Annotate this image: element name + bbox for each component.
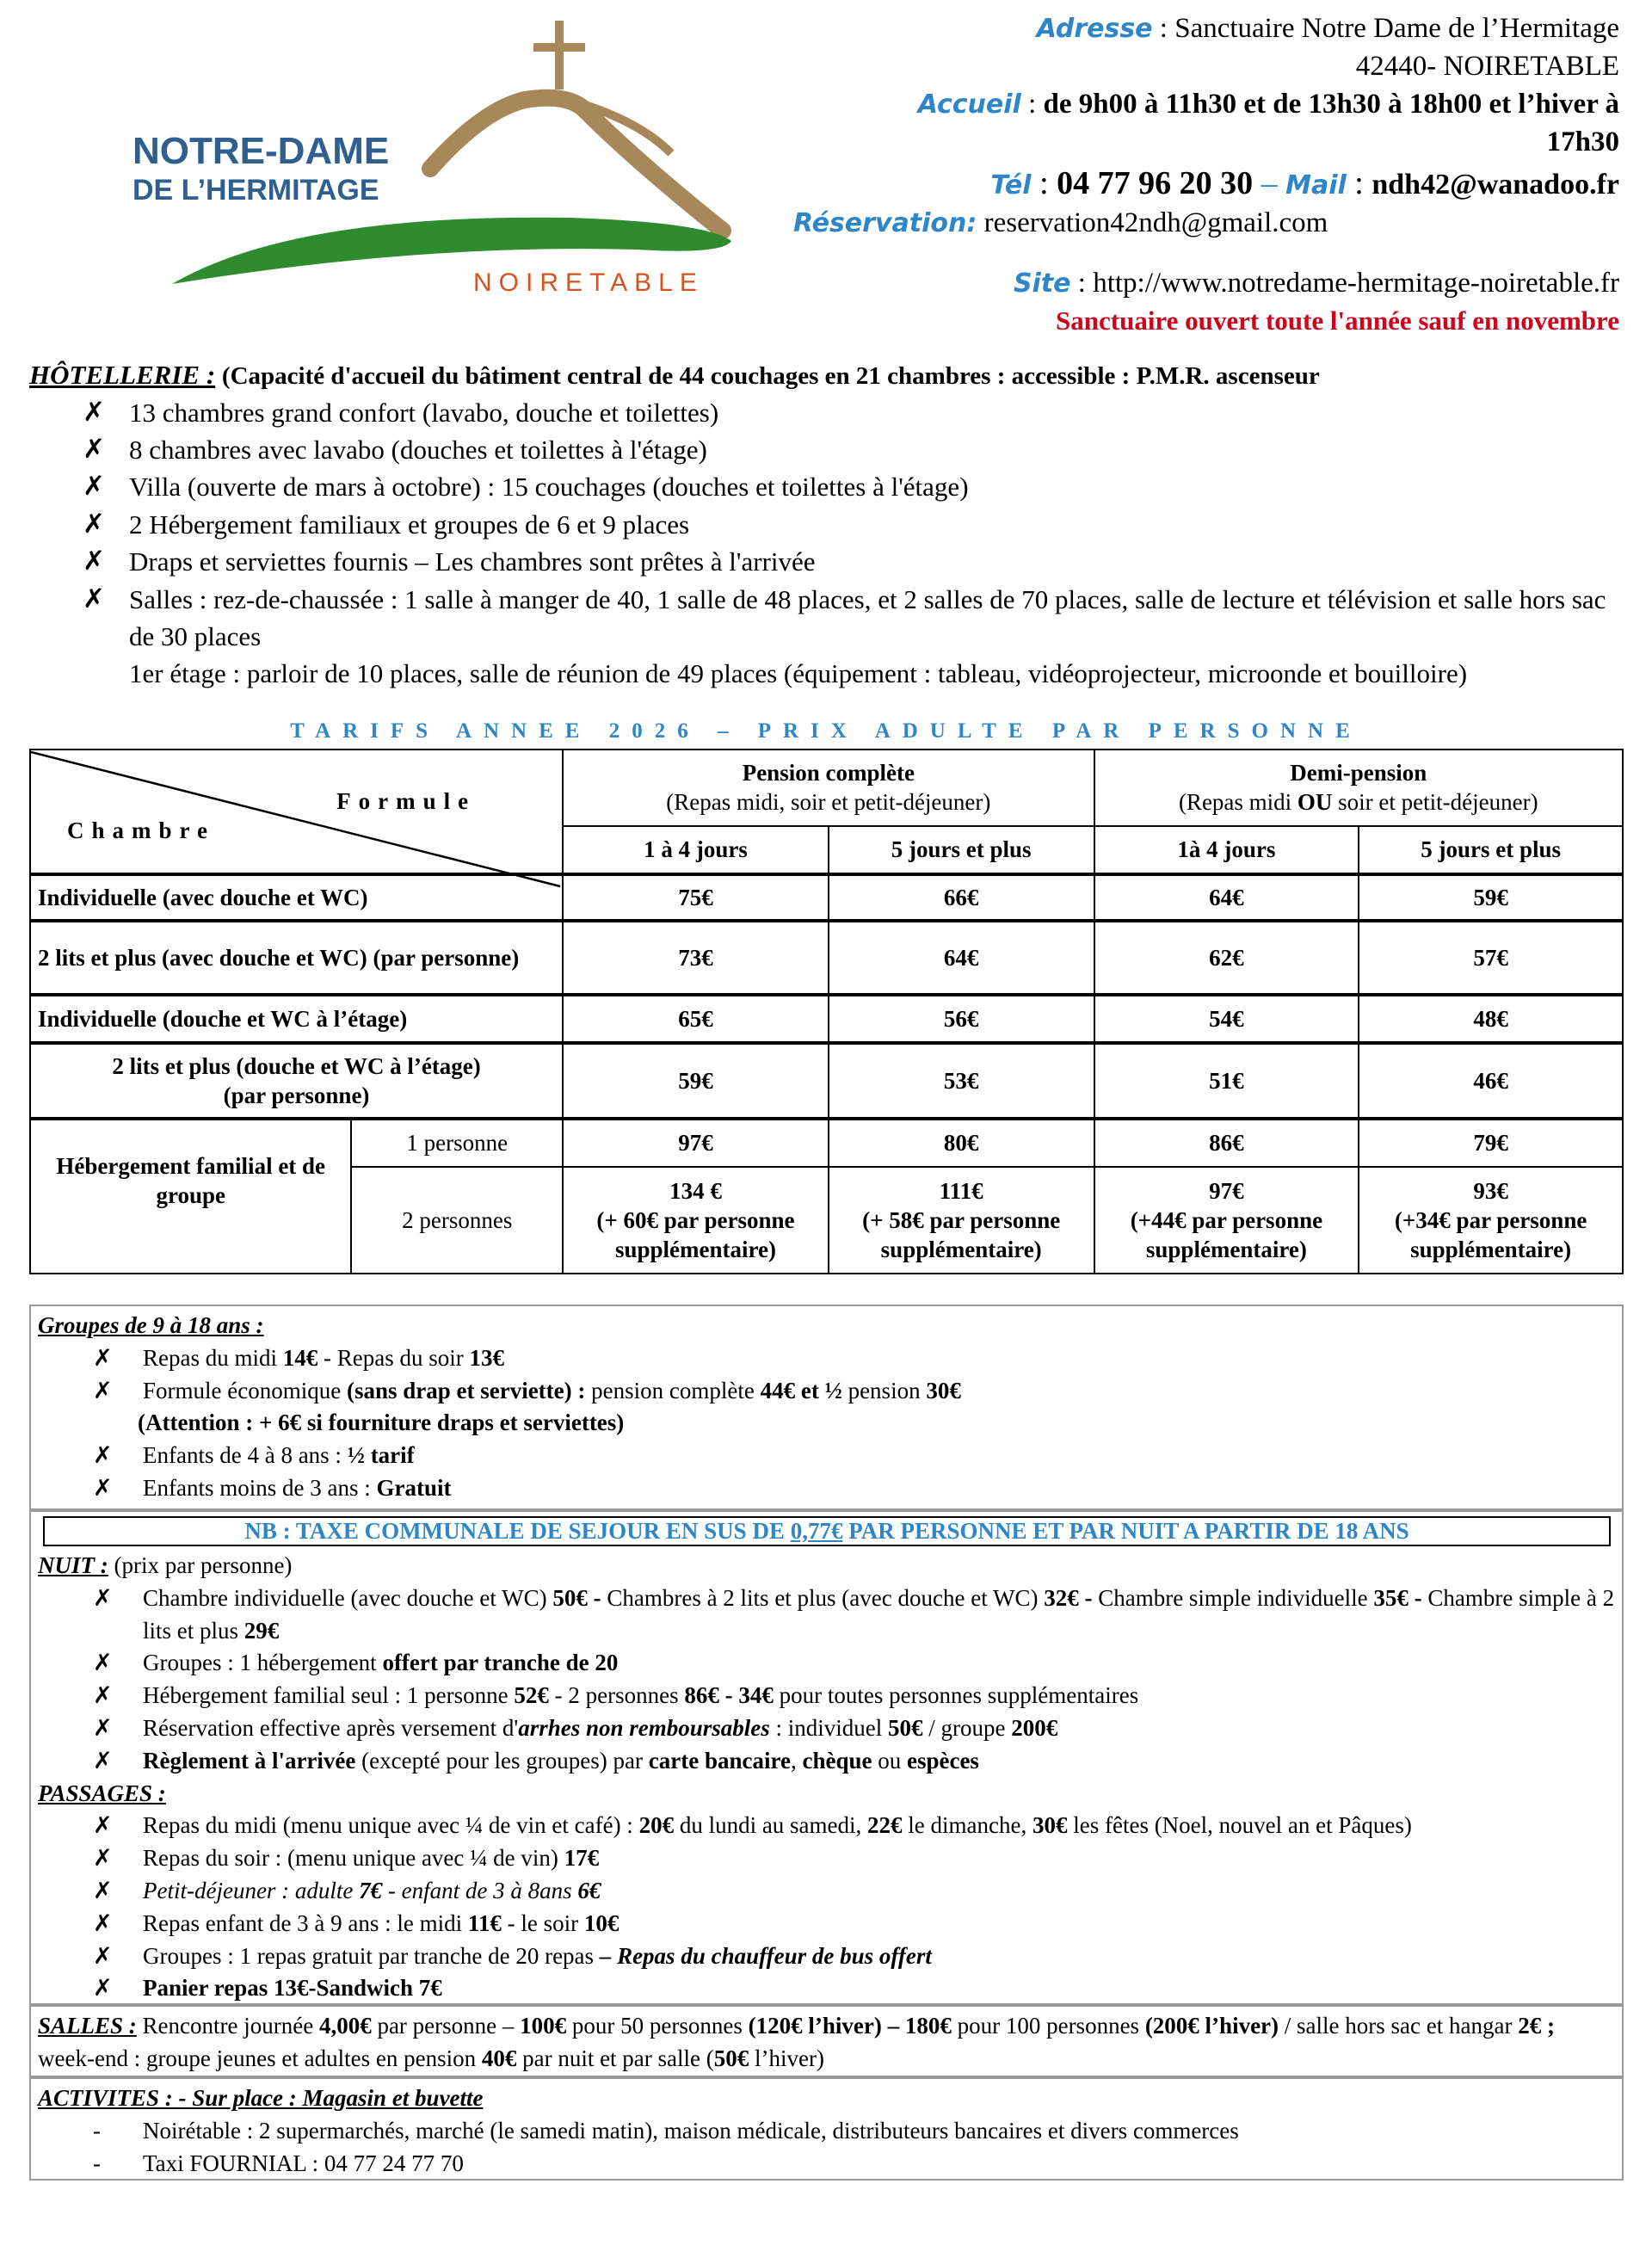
activites-title: ACTIVITES : - Sur place : Magasin et buvette (38, 2085, 484, 2111)
table-row: 2 lits et plus (avec douche et WC) (par personne) 73€ 64€ 62€ 57€ (30, 921, 1623, 995)
cross-bullet-icon: ✗ (93, 1942, 113, 1970)
list-item: ✗ 8 chambres avec lavabo (douches et toilettes à l'étage) (83, 431, 1630, 468)
reservation-email[interactable]: reservation42ndh@gmail.com (983, 207, 1328, 239)
groupes-attention: (Attention : + 6€ si fourniture draps et serviettes) (138, 1410, 625, 1436)
list-item: ✗ Enfants de 4 à 8 ans : ½ tarif (93, 1440, 1615, 1472)
list-item: ✗ Règlement à l'arrivée (excepté pour les groupes) par carte bancaire, chèque ou espèces (93, 1745, 1615, 1778)
corner-chambre: Chambre (67, 817, 216, 843)
list-item: ✗ Repas du midi 14€ - Repas du soir 13€ (93, 1342, 1615, 1375)
table-row: Individuelle (avec douche et WC) 75€ 66€ 64€ 59€ (30, 874, 1623, 921)
familial-1p-label: 1 personne (351, 1119, 563, 1167)
site-url[interactable]: http://www.notredame-hermitage-noiretable.fr (1093, 267, 1619, 299)
nuit-passages-section (29, 1510, 1624, 2005)
cross-bullet-icon: ✗ (93, 1682, 113, 1710)
cross-bullet-icon: ✗ (93, 1584, 113, 1612)
hotellerie-continuation: 1er étage : parloir de 10 places, salle de réunion de 49 places (équipement : tableau, vidéoprojecteur, microonde et bouilloire) (129, 658, 1468, 689)
list-item: ✗ Villa (ouverte de mars à octobre) : 15 couchages (douches et toilettes à l'étage) (83, 468, 1630, 505)
demi-header: Demi-pension (Repas midi OU soir et petit-déjeuner) (1094, 750, 1623, 826)
cross-bullet-icon: ✗ (93, 1909, 113, 1937)
list-item: ✗ 2 Hébergement familiaux et groupes de 6 et 9 places (83, 506, 1630, 543)
salles-section: SALLES : Rencontre journée 4,00€ par personne – 100€ pour 50 personnes (120€ l’hiver) – 180€ pour 100 personnes (200€ l’hiver) / salle hors sac et hangar 2€ ; week-end : groupe jeunes et adultes en pension 40€ par nuit et par salle (50€ l’hiver) (29, 2005, 1624, 2077)
cross-bullet-icon: ✗ (93, 1812, 113, 1840)
list-item: ✗ Repas du soir : (menu unique avec ¼ de vin) 17€ (93, 1842, 1615, 1875)
list-item: ✗ Repas enfant de 3 à 9 ans : le midi 11€ - le soir 10€ (93, 1908, 1615, 1940)
mail-label: Mail (1285, 170, 1347, 200)
accueil-label: Accueil (917, 89, 1021, 120)
hotellerie-list (29, 394, 1630, 656)
pension-header (563, 750, 1094, 826)
cross-bullet-icon: ✗ (93, 1845, 113, 1872)
logo-line2: DE L’HERMITAGE (133, 174, 379, 207)
list-item: ✗ Groupes : 1 repas gratuit par tranche de 20 repas – Repas du chauffeur de bus offert (93, 1940, 1615, 1973)
reservation-line (793, 205, 1619, 243)
list-item: ✗ Hébergement familial seul : 1 personne 52€ - 2 personnes 86€ - 34€ pour toutes personnes supplémentaires (93, 1680, 1615, 1712)
cross-bullet-icon: ✗ (83, 508, 105, 540)
groupes-list (38, 1342, 1615, 1408)
tel-mail-line: Tél : 04 77 96 20 30 – Mail : ndh42@wanadoo.fr (990, 164, 1619, 201)
dash-bullet-icon: - (93, 2150, 101, 2176)
familial-label: Hébergement familial et de groupe (30, 1119, 351, 1274)
dash-bullet-icon: - (93, 2117, 101, 2144)
tarifs-title: TARIFS ANNEE 2026 – PRIX ADULTE PAR PERSONNE (290, 719, 1362, 743)
cross-bullet-icon: ✗ (93, 1650, 113, 1677)
activites-section (29, 2077, 1624, 2181)
col-header: 1à 4 jours (1094, 826, 1359, 874)
col-header: 5 jours et plus (829, 826, 1094, 874)
corner-formule: Formule (336, 788, 477, 814)
cross-bullet-icon: ✗ (83, 471, 105, 503)
cross-bullet-icon: ✗ (93, 1474, 113, 1502)
passages-list (38, 1810, 1615, 2005)
site-label: Site (1013, 268, 1071, 299)
list-item: - Taxi FOURNIAL : 04 77 24 77 70 (93, 2148, 1615, 2181)
hotellerie-section (29, 356, 1630, 693)
col-header: 5 jours et plus (1359, 826, 1623, 874)
tel-number[interactable]: 04 77 96 20 30 (1057, 164, 1254, 201)
cross-bullet-icon: ✗ (93, 1877, 113, 1904)
cross-bullet-icon: ✗ (83, 583, 105, 614)
address-line: Adresse : Sanctuaire Notre Dame de l’Hermitage (1036, 13, 1619, 44)
list-item: ✗ Repas du midi (menu unique avec ¼ de vin et café) : 20€ du lundi au samedi, 22€ le dimanche, 30€ les fêtes (Noel, nouvel an et Pâques) (93, 1810, 1615, 1842)
list-item: ✗ 13 chambres grand confort (lavabo, douche et toilettes) (83, 394, 1630, 431)
list-item: ✗ Enfants moins de 3 ans : Gratuit (93, 1472, 1615, 1505)
table-row: Individuelle (douche et WC à l’étage) 65€ 56€ 54€ 48€ (30, 995, 1623, 1043)
nuit-title: NUIT : (38, 1552, 108, 1578)
tel-label: Tél (990, 170, 1032, 200)
nuit-list (38, 1582, 1615, 1778)
logo (120, 15, 757, 308)
list-item: ✗ Petit-déjeuner : adulte 7€ - enfant de 3 à 8ans 6€ (93, 1875, 1615, 1908)
table-row: 2 personnes 134 € (+ 60€ par personne supplémentaire) 111€ (+ 58€ par personne supplémentaire) 97€ (+44€ par personne supplémentaire) 93€ (+34€ par personne supplémentaire) (30, 1167, 1623, 1274)
cross-bullet-icon: ✗ (83, 546, 105, 577)
cross-bullet-icon: ✗ (93, 1714, 113, 1742)
logo-town: NOIRETABLE (473, 268, 704, 297)
cross-bullet-icon: ✗ (93, 1377, 113, 1404)
hotellerie-title: HÔTELLERIE : (29, 360, 216, 390)
cross-bullet-icon: ✗ (93, 1747, 113, 1774)
cross-bullet-icon: ✗ (83, 433, 105, 465)
reservation-label: Réservation: (793, 208, 977, 239)
tarifs-table (29, 749, 1624, 1274)
hotellerie-subtitle: (Capacité d'accueil du bâtiment central de 44 couchages en 21 chambres : accessible : P.M.R. ascenseur (221, 362, 1320, 390)
table-corner (30, 750, 563, 874)
address-text: Sanctuaire Notre Dame de l’Hermitage (1174, 13, 1619, 44)
demi-title: Demi-pension (1290, 760, 1427, 787)
table-row: 2 lits et plus (douche et WC à l’étage) (par personne) 59€ 53€ 51€ 46€ (30, 1043, 1623, 1119)
cross-bullet-icon: ✗ (93, 1975, 113, 2002)
activites-list (38, 2115, 1615, 2181)
accueil-hours: de 9h00 à 11h30 et de 13h30 à 18h00 et l’hiver à (1043, 88, 1619, 120)
cross-bullet-icon: ✗ (93, 1442, 113, 1470)
address-label: Adresse (1036, 14, 1153, 44)
list-item: ✗ Réservation effective après versement d'arrhes non remboursables : individuel 50€ / groupe 200€ (93, 1712, 1615, 1745)
open-notice: Sanctuaire ouvert toute l'année sauf en novembre (1056, 305, 1619, 336)
pension-sub: (Repas midi, soir et petit-déjeuner) (666, 789, 991, 816)
accueil-line2: 17h30 (1546, 126, 1619, 157)
contact-block (793, 10, 1619, 338)
passages-title: PASSAGES : (38, 1780, 166, 1806)
list-item: ✗ Panier repas 13€-Sandwich 7€ (93, 1972, 1615, 2005)
site-line: Site : http://www.notredame-hermitage-noiretable.fr (1013, 267, 1619, 299)
address-line2: 42440- NOIRETABLE (1355, 50, 1619, 82)
groupes-title: Groupes de 9 à 18 ans : (38, 1312, 264, 1338)
mail-address[interactable]: ndh42@wanadoo.fr (1372, 168, 1619, 200)
pension-title: Pension complète (742, 760, 915, 787)
list-item: ✗ Formule économique (sans drap et serviette) : pension complète 44€ et ½ pension 30€ (93, 1375, 1615, 1408)
list-item: - Noirétable : 2 supermarchés, marché (le samedi matin), maison médicale, distributeurs bancaires et divers commerces (93, 2115, 1615, 2148)
accueil-line: Accueil : de 9h00 à 11h30 et de 13h30 à 18h00 et l’hiver à (917, 88, 1619, 120)
list-item: ✗ Draps et serviettes fournis – Les chambres sont prêtes à l'arrivée (83, 543, 1630, 580)
table-row: Hébergement familial et de groupe 1 personne 97€ 80€ 86€ 79€ (30, 1119, 1623, 1167)
list-item: ✗ Groupes : 1 hébergement offert par tranche de 20 (93, 1647, 1615, 1680)
list-item: ✗ Chambre individuelle (avec douche et WC) 50€ - Chambres à 2 lits et plus (avec douche et WC) 32€ - Chambre simple individuelle 35€ - Chambre simple à 2 lits et plus 29€ (93, 1582, 1615, 1648)
hotellerie-heading (29, 356, 1630, 394)
cross-bullet-icon: ✗ (83, 396, 105, 428)
salles-title: SALLES : (38, 2013, 137, 2039)
tax-notice: NB : TAXE COMMUNALE DE SEJOUR EN SUS DE 0,77€ PAR PERSONNE ET PAR NUIT A PARTIR DE 18 ANS (43, 1516, 1611, 1546)
groupes-section (29, 1305, 1624, 1510)
list-item: ✗ Salles : rez-de-chaussée : 1 salle à manger de 40, 1 salle de 48 places, et 2 salles de 70 places, salle de lecture et télévision et salle hors sac de 30 places (83, 581, 1630, 656)
familial-2p-label: 2 personnes (351, 1167, 563, 1274)
logo-line1: NOTRE-DAME (133, 130, 390, 172)
nuit-heading: NUIT : (prix par personne) (38, 1552, 293, 1578)
cross-bullet-icon: ✗ (93, 1344, 113, 1372)
col-header: 1 à 4 jours (563, 826, 829, 874)
